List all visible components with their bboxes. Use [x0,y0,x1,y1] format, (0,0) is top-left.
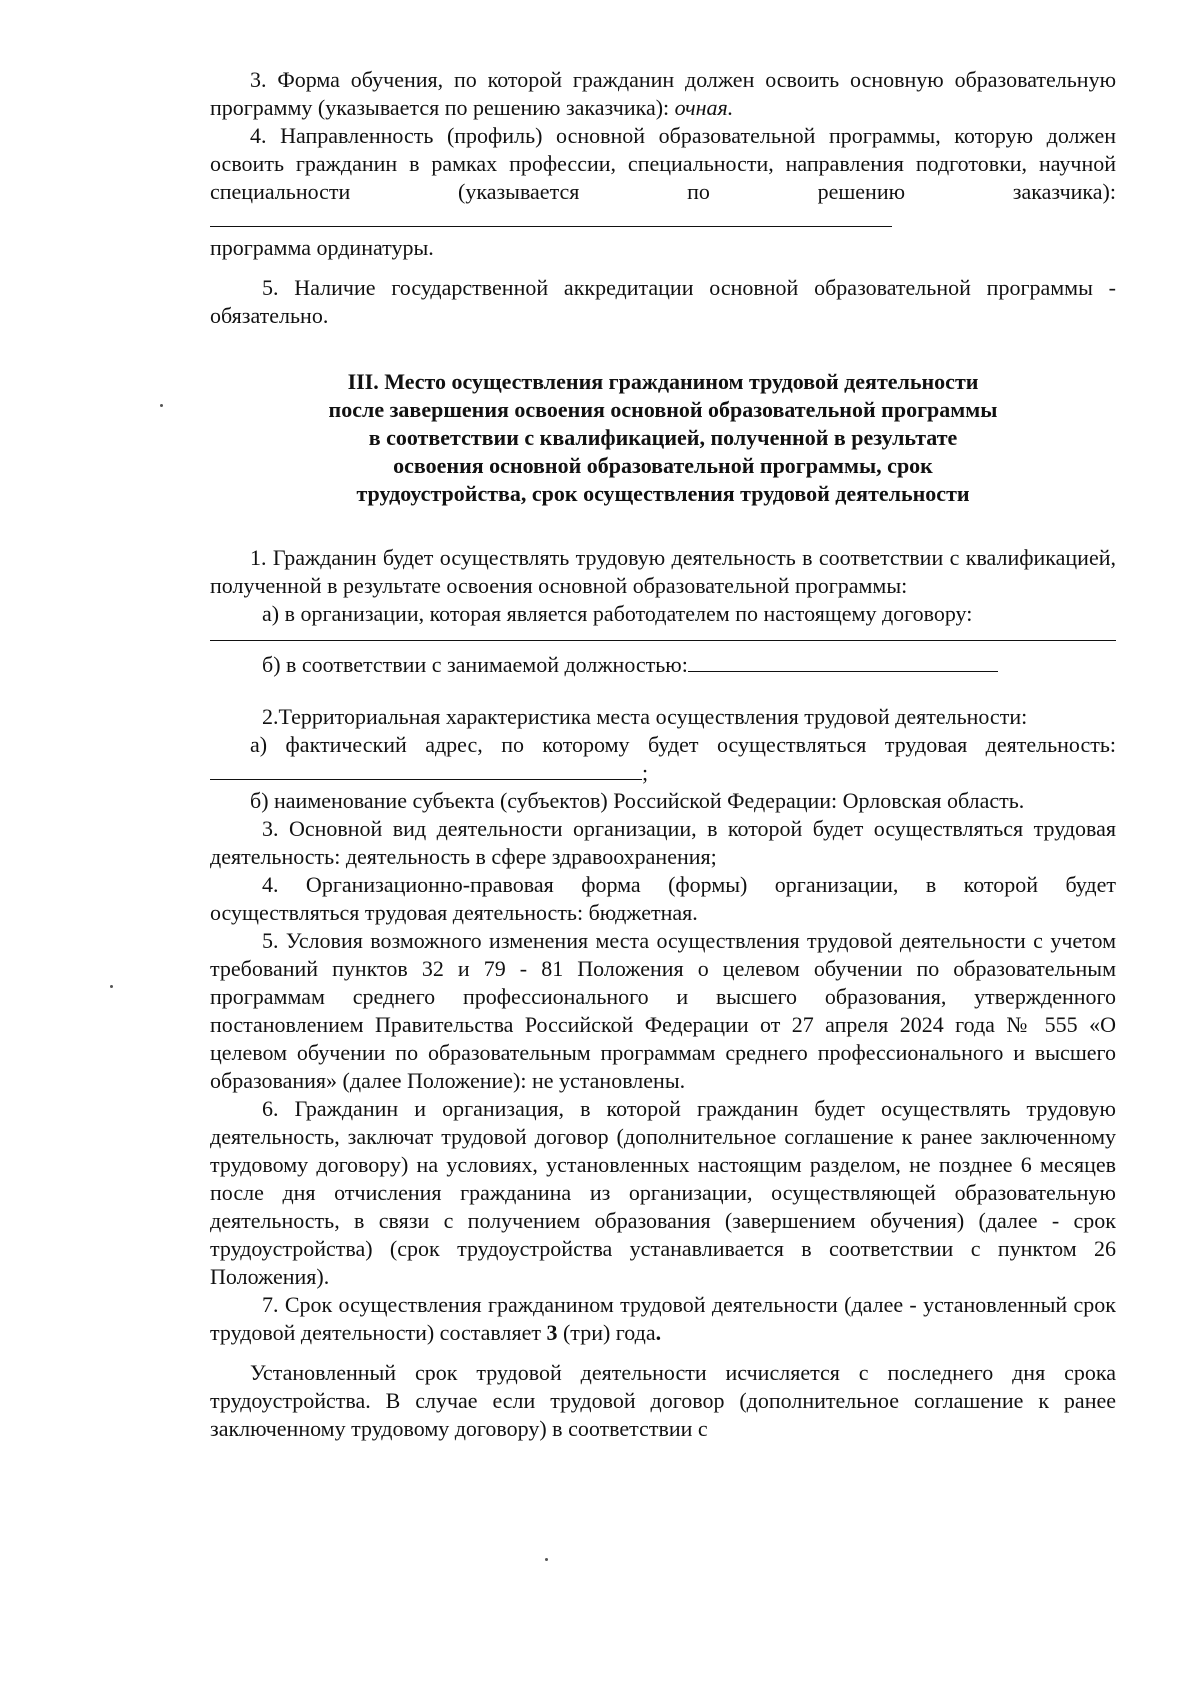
paragraph-accreditation: 5. Наличие государственной аккредитации основной образовательной программы - обязательно. [210,275,1116,328]
paragraph-employment-a: а) в организации, которая является работодателем по настоящему договору: [262,601,973,626]
heading-line: после завершения освоения основной образовательной программы [328,397,998,422]
paragraph-territory-a [210,731,1116,787]
scan-speck [110,985,113,988]
heading-line: III. Место осуществления гражданином трудовой деятельности [347,369,979,394]
address-text: а) фактический адрес, по которому будет осуществляться трудовая деятельность: [250,732,1116,757]
scan-speck [160,404,163,407]
program-profile-blank-line [210,206,892,227]
document-page [210,66,1116,1443]
work-period-value: 3 [546,1320,558,1345]
work-period-end: . [655,1320,662,1345]
work-period-text: 7. Срок осуществления гражданином трудовой деятельности (далее - установленный срок трудовой деятельности) составляет [210,1292,1116,1345]
paragraph-legal-form: 4. Организационно-правовая форма (формы) организации, в которой будет осуществляться трудовая деятельность: бюджетная. [210,872,1116,925]
heading-line: освоения основной образовательной программы, срок [393,453,933,478]
paragraph-program-profile [210,122,1116,234]
section-heading [210,368,1116,508]
form-of-study-text: 3. Форма обучения, по которой гражданин должен освоить основную образовательную программу (указывается по решению заказчика): [210,67,1116,120]
position-text: б) в соответствии с занимаемой должностью: [262,652,688,677]
address-end: ; [642,760,649,785]
paragraph-change-conditions: 5. Условия возможного изменения места осуществления трудовой деятельности с учетом требований пунктов 32 и 79 - 81 Положения о целевом обучении по образовательным программам среднего профессионального и высшего образования, утвержденного постановлением Правительства Российской Федерации от 27 апреля 2024 года № 555 «О целевом обучении по образовательным программам среднего профессионального и высшего образования» (далее Положение): не установлены. [210,928,1116,1093]
paragraph-employment-b [210,651,1116,679]
form-of-study-value: очная. [674,95,734,120]
scan-speck [545,1558,548,1561]
program-profile-text: 4. Направленность (профиль) основной образовательной программы, которую должен освоить гражданин в рамках профессии, специальности, направления подготовки, научной специальности (указывается по решению заказчика): [210,123,1116,204]
heading-line: трудоустройства, срок осуществления трудовой деятельности [356,481,970,506]
address-blank-line [210,759,642,780]
paragraph-contract-term: 6. Гражданин и организация, в которой гражданин будет осуществлять трудовую деятельность, заключат трудовой договор (дополнительное соглашение к ранее заключенному трудовому договору) на условиях, установленных настоящим разделом, не позднее 6 месяцев после дня отчисления гражданина из организации, осуществляющей образовательную деятельность, в связи с получением образования (завершением обучения) (далее - срок трудоустройства) (срок трудоустройства устанавливается в соответствии с пунктом 26 Положения). [210,1096,1116,1289]
paragraph-period-calculation: Установленный срок трудовой деятельности исчисляется с последнего дня срока трудоустройства. В случае если трудовой договор (дополнительное соглашение к ранее заключенному трудовому договору) в соответствии с [210,1360,1116,1441]
heading-line: в соответствии с квалификацией, полученной в результате [368,425,958,450]
work-period-tail: (три) года [557,1320,656,1345]
paragraph-activity: 3. Основной вид деятельности организации, в которой будет осуществляться трудовая деятельность: деятельность в сфере здравоохранения; [210,816,1116,869]
paragraph-employment: 1. Гражданин будет осуществлять трудовую деятельность в соответствии с квалификацией, полученной в результате освоения основной образовательной программы: [210,545,1116,598]
paragraph-territory-b: б) наименование субъекта (субъектов) Российской Федерации: Орловская область. [250,788,1025,813]
employer-blank-line [210,640,1116,641]
paragraph-form-of-study [210,66,1116,122]
position-blank-line [688,651,998,672]
paragraph-work-period [210,1291,1116,1347]
paragraph-territory: 2.Территориальная характеристика места осуществления трудовой деятельности: [262,704,1028,729]
program-profile-value: программа ординатуры. [210,235,434,260]
